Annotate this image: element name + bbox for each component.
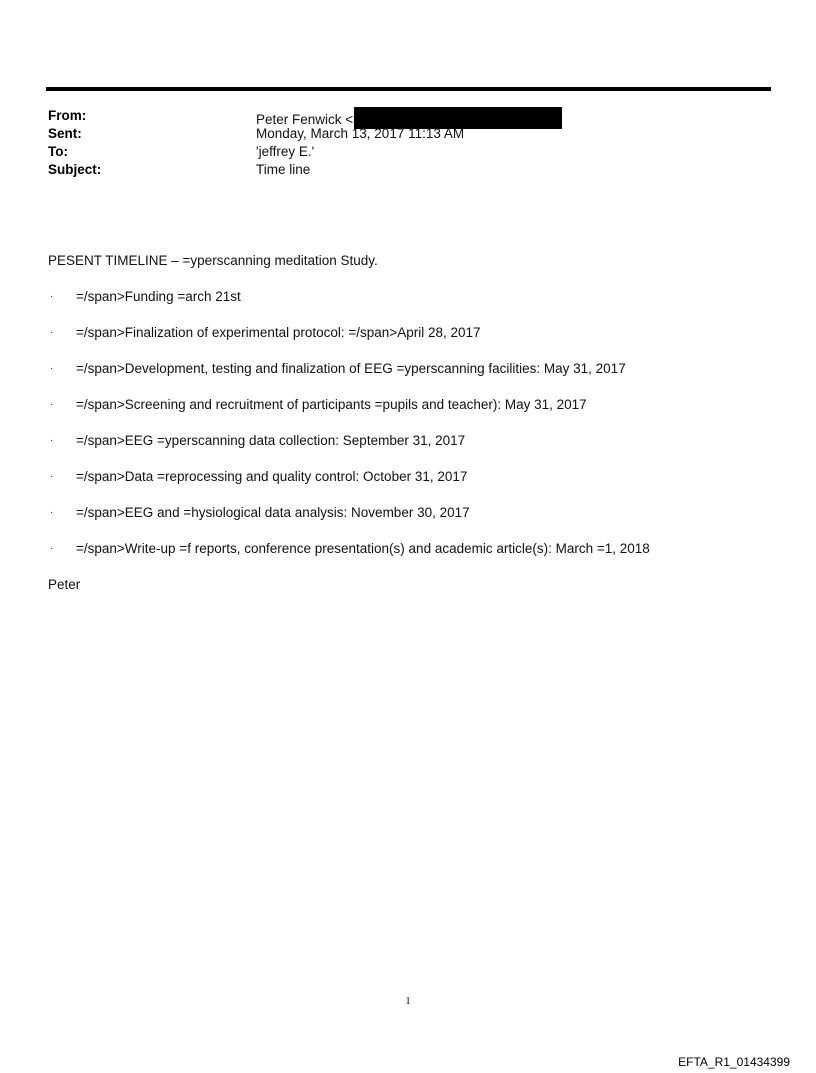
subject-value: Time line bbox=[256, 162, 311, 177]
email-body bbox=[48, 250, 788, 610]
list-item bbox=[48, 538, 788, 560]
list-item-text: =/span>Write-up =f reports, conference presentation(s) and academic article(s): March =1, 2018 bbox=[76, 541, 650, 556]
to-row bbox=[48, 143, 748, 161]
from-label: From: bbox=[48, 108, 87, 123]
page-number: 1 bbox=[405, 995, 411, 1007]
to-label: To: bbox=[48, 144, 68, 159]
bullet-icon: · bbox=[50, 507, 54, 518]
bullet-icon: · bbox=[50, 543, 54, 554]
bullet-icon: · bbox=[50, 291, 54, 302]
list-item bbox=[48, 502, 788, 524]
list-item-text: =/span>Data =reprocessing and quality control: October 31, 2017 bbox=[76, 469, 468, 484]
subject-label: Subject: bbox=[48, 162, 102, 177]
list-item-text: =/span>EEG and =hysiological data analysis: November 30, 2017 bbox=[76, 505, 470, 520]
list-item bbox=[48, 358, 788, 380]
list-item bbox=[48, 466, 788, 488]
bullet-icon: · bbox=[50, 363, 54, 374]
from-value bbox=[256, 107, 562, 125]
timeline-title: PESENT TIMELINE – =yperscanning meditation Study. bbox=[48, 253, 378, 268]
sent-label: Sent: bbox=[48, 126, 82, 141]
to-value: 'jeffrey E.' bbox=[256, 144, 315, 159]
header-divider-rule bbox=[46, 87, 771, 91]
timeline-list bbox=[48, 286, 788, 560]
list-item-text: =/span>Screening and recruitment of participants =pupils and teacher): May 31, 2017 bbox=[76, 397, 587, 412]
list-item-text: =/span>EEG =yperscanning data collection: September 31, 2017 bbox=[76, 433, 466, 448]
document-id: EFTA_R1_01434399 bbox=[678, 1055, 790, 1069]
list-item bbox=[48, 322, 788, 344]
from-row bbox=[48, 107, 748, 125]
list-item-text: =/span>Finalization of experimental protocol: =/span>April 28, 2017 bbox=[76, 325, 481, 340]
sent-row bbox=[48, 125, 748, 143]
subject-row bbox=[48, 161, 748, 179]
sender-name: Peter Fenwick < bbox=[256, 112, 354, 127]
list-item bbox=[48, 430, 788, 452]
list-item-text: =/span>Funding =arch 21st bbox=[76, 289, 241, 304]
list-item bbox=[48, 286, 788, 308]
signoff: Peter bbox=[48, 577, 81, 592]
list-item bbox=[48, 394, 788, 416]
bullet-icon: · bbox=[50, 327, 54, 338]
bullet-icon: · bbox=[50, 399, 54, 410]
list-item-text: =/span>Development, testing and finalization of EEG =yperscanning facilities: May 31, 2017 bbox=[76, 361, 626, 376]
bullet-icon: · bbox=[50, 435, 54, 446]
bullet-icon: · bbox=[50, 471, 54, 482]
email-header bbox=[48, 107, 748, 179]
sent-value: Monday, March 13, 2017 11:13 AM bbox=[256, 126, 465, 141]
